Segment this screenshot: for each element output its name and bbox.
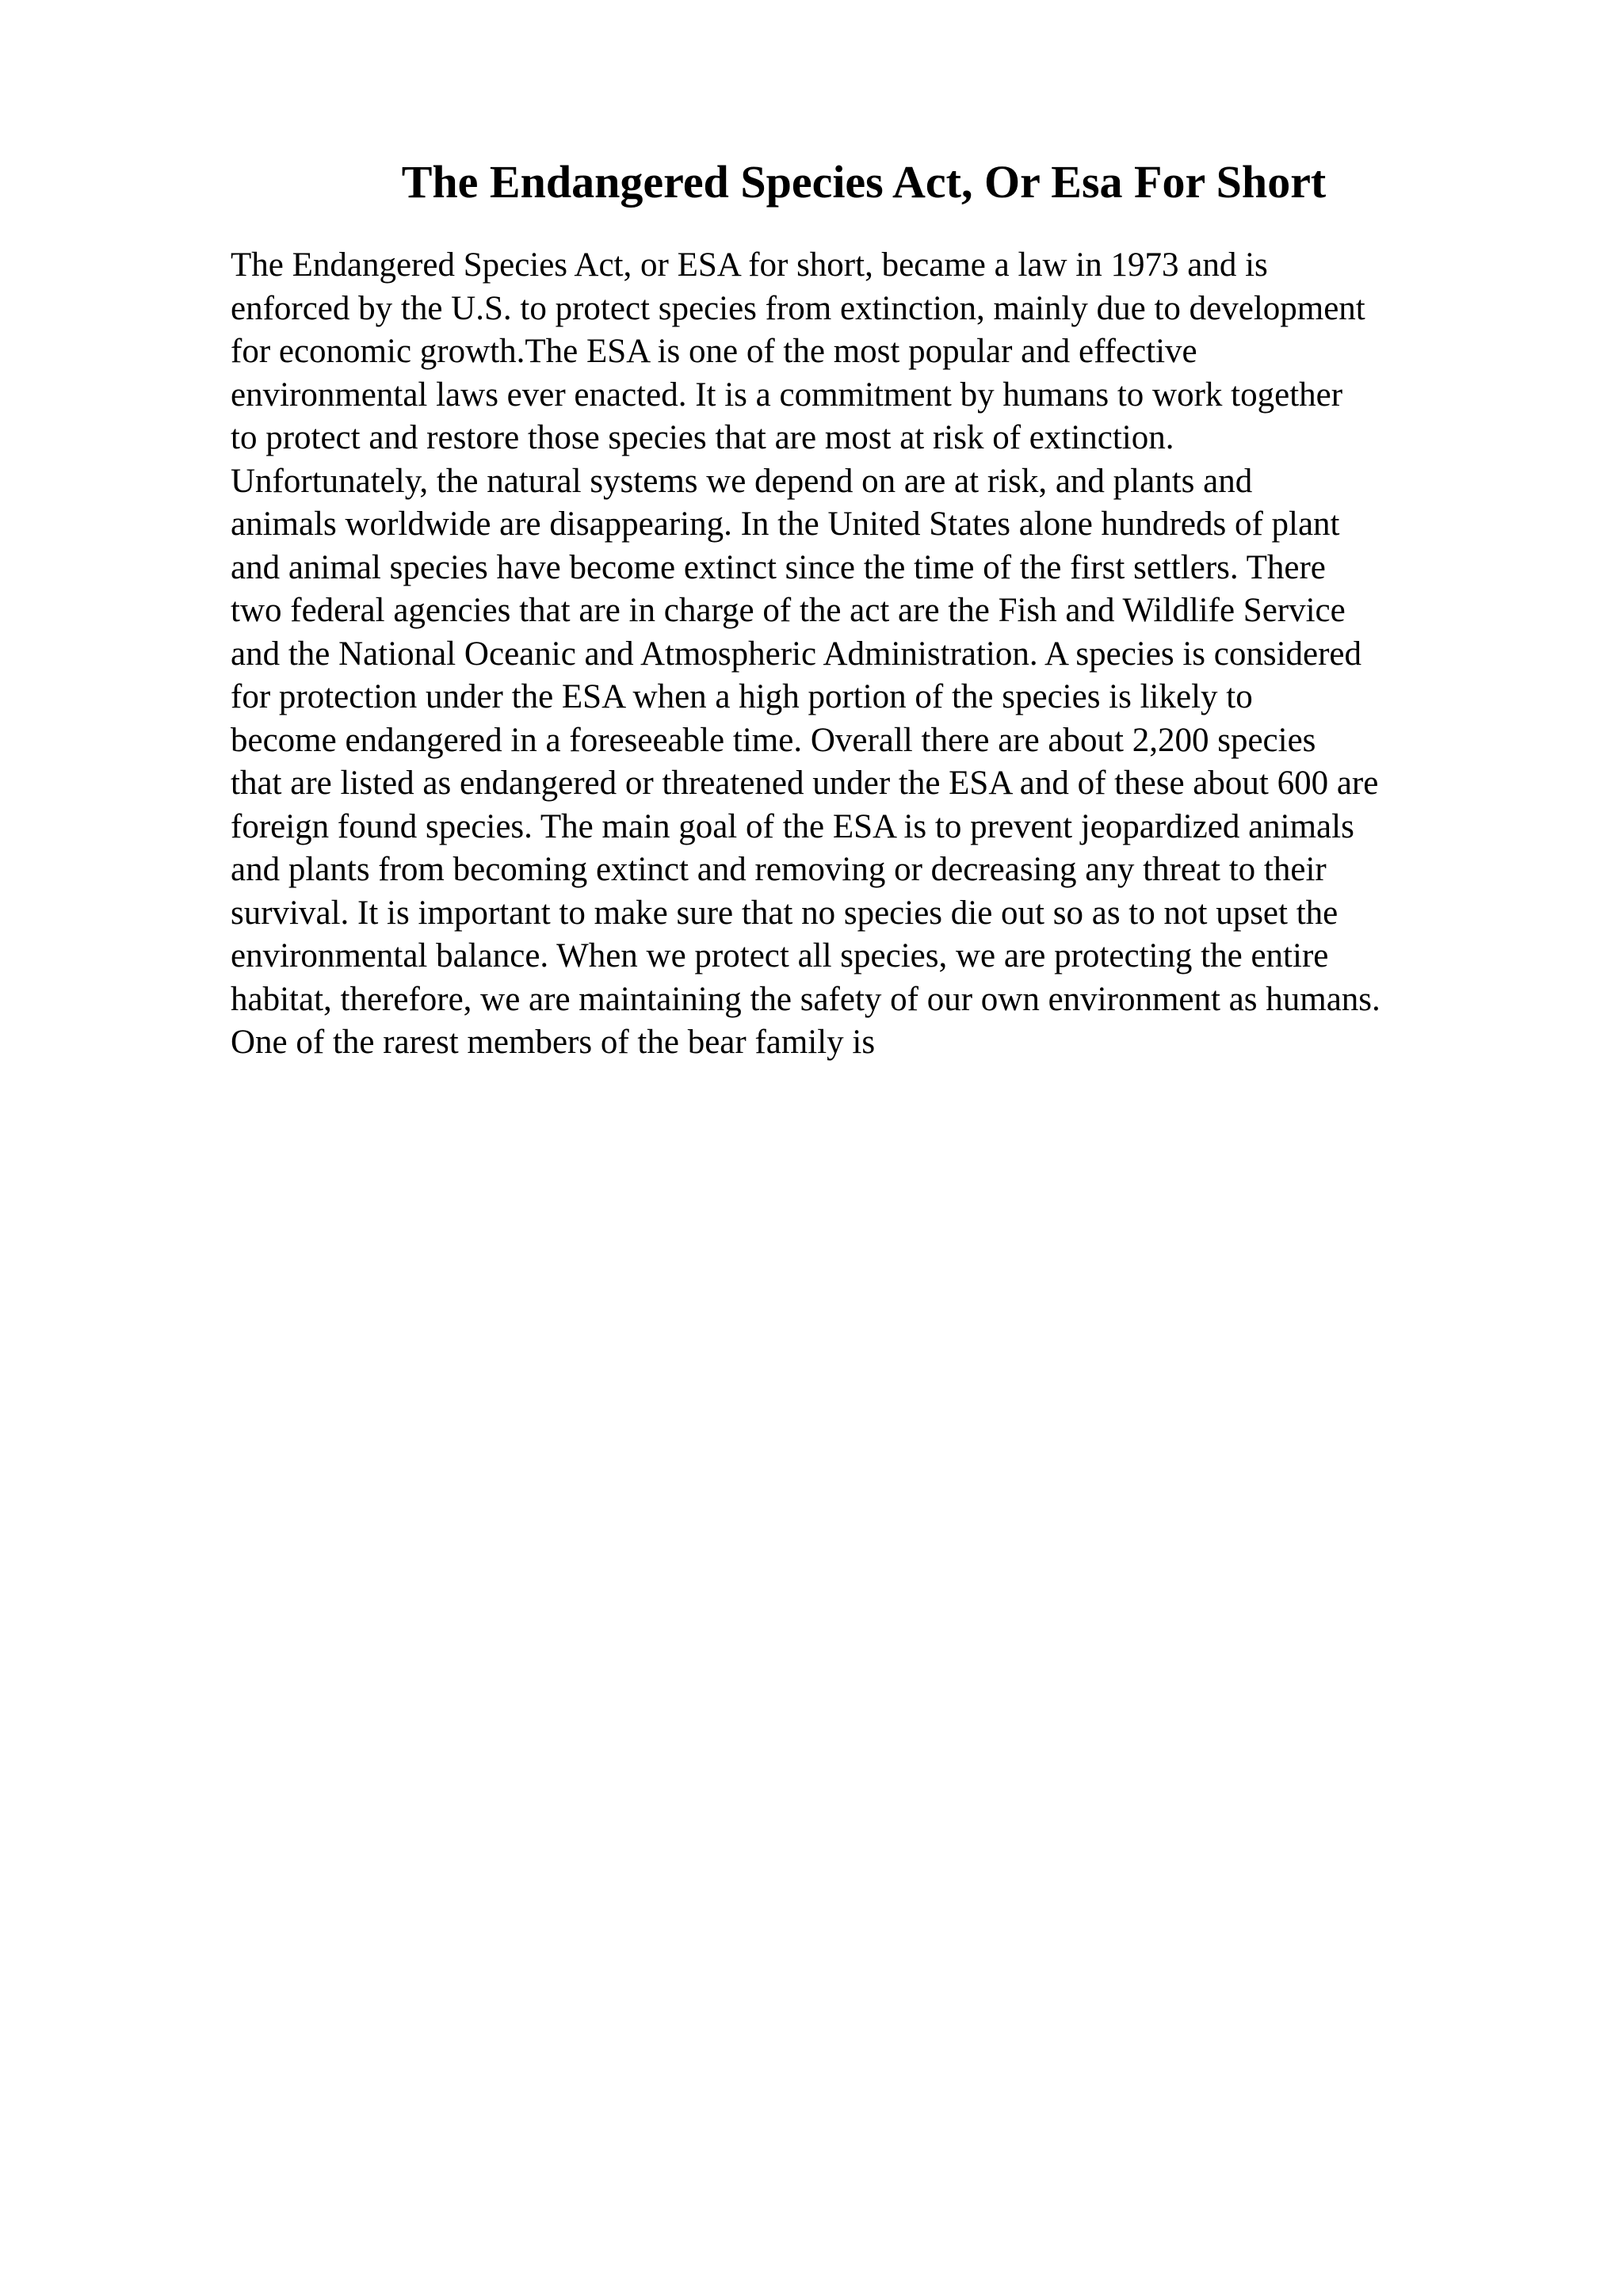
body-line: and animal species have become extinct since the time of the first settlers. There xyxy=(231,548,1326,586)
body-line: enforced by the U.S. to protect species from extinction, mainly due to development xyxy=(231,289,1365,327)
body-line: for economic growth.The ESA is one of the most popular and effective xyxy=(231,333,1197,370)
document-title: The Endangered Species Act, Or Esa For Short xyxy=(401,156,1327,208)
document-body xyxy=(231,244,1514,1065)
body-line: to protect and restore those species that are most at risk of extinction. xyxy=(231,419,1174,456)
body-line: that are listed as endangered or threatened under the ESA and of these about 600 are xyxy=(231,765,1379,802)
body-line: survival. It is important to make sure that no species die out so as to not upset the xyxy=(231,894,1338,932)
body-line: Unfortunately, the natural systems we depend on are at risk, and plants and xyxy=(231,462,1253,500)
body-line: two federal agencies that are in charge of the act are the Fish and Wildlife Service xyxy=(231,592,1346,629)
body-line: environmental balance. When we protect all species, we are protecting the entire xyxy=(231,937,1329,974)
body-line: The Endangered Species Act, or ESA for short, became a law in 1973 and is xyxy=(231,246,1268,284)
body-line: for protection under the ESA when a high portion of the species is likely to xyxy=(231,678,1253,715)
body-line: foreign found species. The main goal of the ESA is to prevent jeopardized animals xyxy=(231,807,1354,845)
body-line: One of the rarest members of the bear family is xyxy=(231,1024,876,1061)
body-line: become endangered in a foreseeable time. Overall there are about 2,200 species xyxy=(231,721,1316,759)
body-line: and plants from becoming extinct and removing or decreasing any threat to their xyxy=(231,851,1327,888)
body-line: habitat, therefore, we are maintaining the safety of our own environment as humans. xyxy=(231,980,1381,1018)
body-line: environmental laws ever enacted. It is a commitment by humans to work together xyxy=(231,376,1343,414)
body-line: animals worldwide are disappearing. In the United States alone hundreds of plant xyxy=(231,505,1340,543)
body-line: and the National Oceanic and Atmospheric Administration. A species is considered xyxy=(231,635,1362,673)
